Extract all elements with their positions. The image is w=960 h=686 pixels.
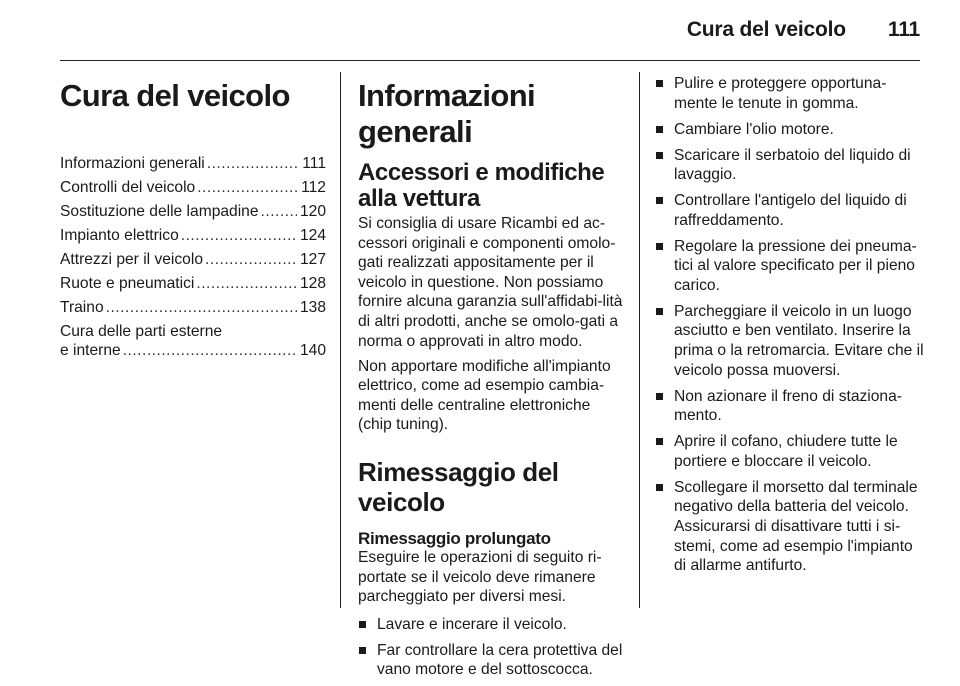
section-title-general-info: Informazioni generali (358, 78, 536, 149)
toc-entry-multiline[interactable] (60, 322, 326, 361)
list-item (655, 432, 925, 471)
toc-leader (106, 298, 297, 318)
bullet-icon (656, 243, 663, 250)
list-item-text: Scaricare il serbatoio del liquido di lavaggio. (674, 146, 911, 184)
list-item-text: Controllare l'antigelo del liquido di raffreddamento. (674, 192, 907, 229)
list-item-text: Parcheggiare il veicolo in un luogo asciutto e ben ventilato. Inserire la prima o la retromarcia. Evitare che il veicolo possa muoversi. (674, 302, 924, 379)
page-number: 111 (887, 18, 920, 41)
column-divider-1 (340, 72, 341, 608)
list-item-text: Non azionare il freno di staziona-mento. (674, 387, 902, 425)
list-item (655, 387, 925, 426)
toc-leader (181, 226, 297, 246)
toc-leader (197, 178, 298, 198)
toc-entry-title: Ruote e pneumatici (60, 274, 195, 292)
list-item-text: Regolare la pressione dei pneuma-tici al valore specificato per il pieno carico. (674, 237, 917, 294)
paragraph-modifications: Non apportare modifiche all'impianto elettrico, come ad esempio cambia-menti delle centraline elettroniche (chip tuning). (358, 357, 611, 434)
list-item (655, 120, 925, 140)
list-item (655, 302, 925, 380)
list-item (655, 237, 925, 296)
toc-entry-title: Controlli del veicolo (60, 178, 196, 196)
list-item-text: Pulire e proteggere opportuna-mente le tenute in gomma. (674, 75, 887, 112)
list-item (655, 478, 925, 576)
running-section-title: Cura del veicolo (686, 18, 846, 41)
paragraph-accessories: Si consiglia di usare Ricambi ed ac-cessori originali e componenti omolo-gati realizzati appositamente per il veicolo in questione. Non possiamo fornire alcuna garanzia sull'affidabi-lità di altri prodotti, anche se omolo-gati a norma o approvati in altro modo. (358, 215, 623, 350)
toc-entry[interactable] (60, 178, 326, 198)
bullet-icon (656, 152, 663, 159)
list-item (358, 641, 624, 680)
content-column-3 (655, 72, 925, 582)
toc-entry-page: 124 (299, 226, 326, 244)
toc-entry[interactable] (60, 154, 326, 174)
toc-entry-page: 140 (299, 342, 326, 360)
toc-entry-page: 111 (302, 155, 326, 172)
list-item-text: Far controllare la cera protettiva del vano motore e del sottoscocca. (377, 641, 623, 679)
list-item (655, 74, 925, 113)
toc-leader (196, 274, 297, 294)
paragraph-long-storage: Eseguire le operazioni di seguito ri-portate se il veicolo deve rimanere parcheggiato per diversi mesi. (358, 549, 602, 606)
toc-entry-title-line1: Cura delle parti esterne (60, 322, 223, 340)
toc-entry-page: 128 (299, 274, 326, 292)
toc-leader (123, 341, 297, 361)
toc-entry-page: 138 (299, 298, 326, 316)
bullet-icon (656, 484, 663, 491)
storage-steps-list (358, 615, 624, 680)
bullet-icon (656, 393, 663, 400)
column-divider-2 (639, 72, 640, 608)
content-column-2 (358, 72, 624, 686)
table-of-contents (60, 154, 326, 361)
toc-entry-page: 112 (301, 178, 326, 196)
toc-column (60, 72, 326, 365)
bullet-icon (656, 197, 663, 204)
chapter-title: Cura del veicolo (60, 78, 290, 113)
list-item-text: Aprire il cofano, chiudere tutte le portiere e bloccare il veicolo. (674, 433, 898, 470)
toc-entry-page: 127 (299, 250, 326, 268)
toc-entry[interactable] (60, 202, 326, 222)
toc-entry[interactable] (60, 298, 326, 318)
bullet-icon (359, 647, 366, 654)
toc-entry-title-line2: e interne (60, 342, 121, 360)
toc-entry-title: Attrezzi per il veicolo (60, 250, 203, 268)
bullet-icon (656, 438, 663, 445)
storage-steps-list-continued (655, 74, 925, 576)
bullet-icon (656, 308, 663, 315)
running-header (687, 18, 920, 42)
toc-entry[interactable] (60, 226, 326, 246)
list-item (655, 146, 925, 185)
bullet-icon (656, 80, 663, 87)
bullet-icon (359, 621, 366, 628)
toc-entry-title: Impianto elettrico (60, 226, 179, 244)
bullet-icon (656, 126, 663, 133)
toc-leader (207, 154, 300, 174)
header-rule (60, 60, 920, 61)
toc-entry-line2 (60, 341, 326, 361)
toc-entry-title: Traino (60, 298, 104, 316)
list-item-text: Lavare e incerare il veicolo. (377, 615, 567, 633)
list-item (655, 191, 925, 230)
toc-entry[interactable] (60, 274, 326, 294)
toc-entry-title: Sostituzione delle lampadine (60, 202, 259, 220)
list-item-text: Scollegare il morsetto dal terminale negativo della batteria del veicolo. Assicurarsi di disattivare tutti i si-stemi, come ad esempio l'impianto di allarme antifurto. (674, 478, 918, 575)
list-item (358, 615, 624, 635)
list-item-text: Cambiare l'olio motore. (674, 120, 834, 138)
section-title-storage: Rimessaggio del veicolo (358, 457, 559, 518)
toc-entry[interactable] (60, 250, 326, 270)
subsection-title-accessories: Accessori e modifiche alla vettura (358, 159, 605, 212)
toc-entry-title: Informazioni generali (60, 155, 205, 172)
toc-entry-page: 120 (299, 202, 326, 220)
toc-leader (205, 250, 297, 270)
subsection-title-long-storage: Rimessaggio prolungato (358, 529, 551, 549)
toc-leader (261, 202, 297, 222)
